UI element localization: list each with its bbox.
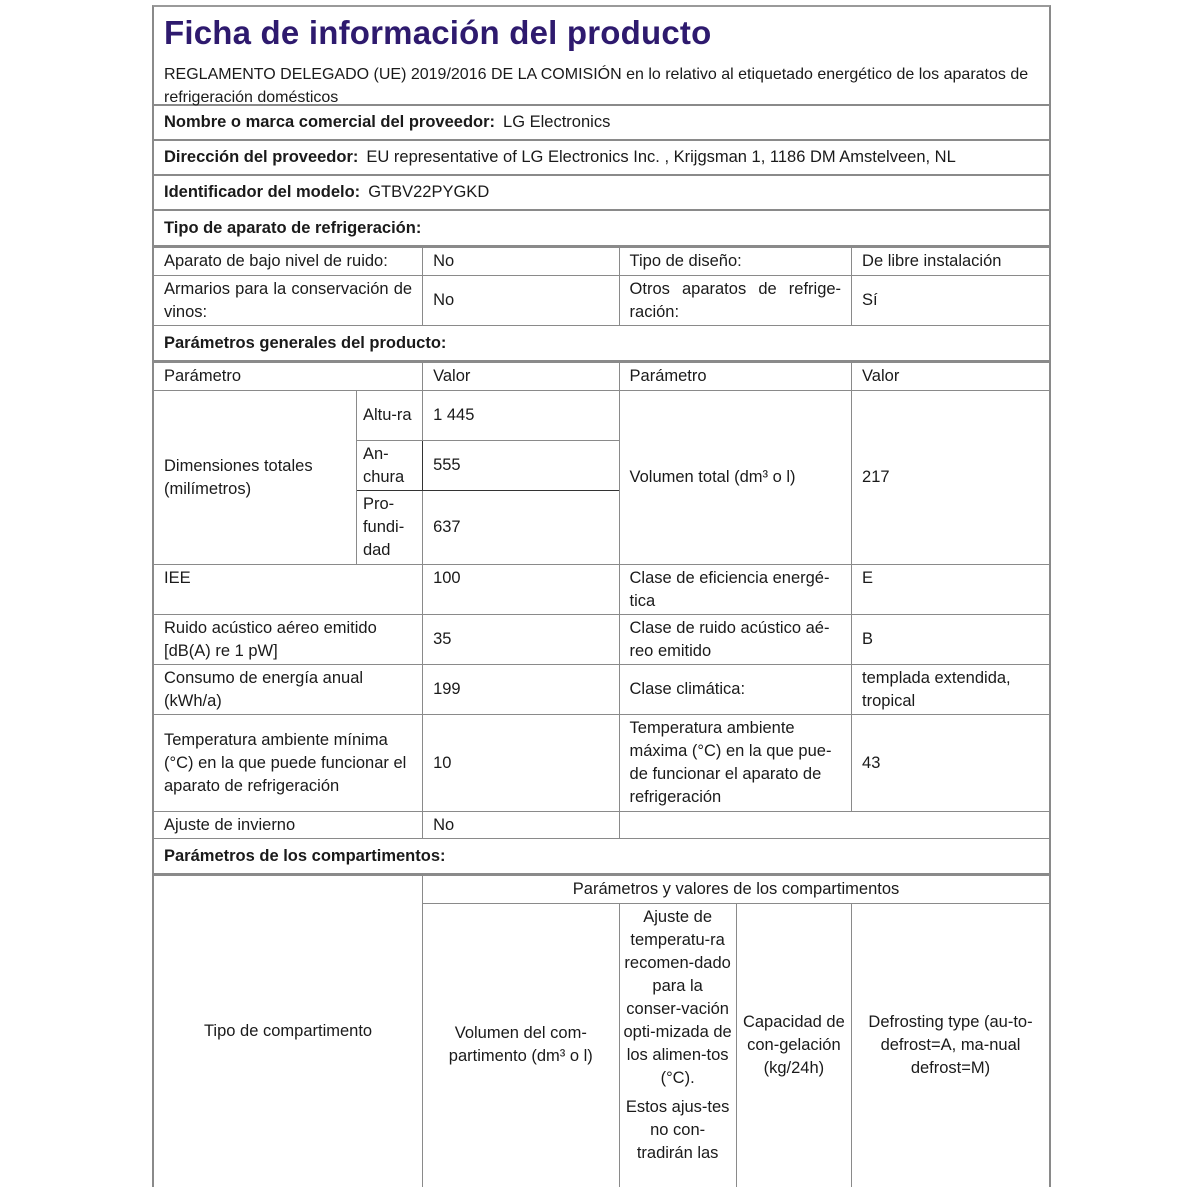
compartment-volume-header: Volumen del com-partimento (dm³ o l) bbox=[423, 904, 619, 1187]
depth-label: Pro-fundi-dad bbox=[356, 491, 422, 565]
wine-storage-label: Armarios para la conservación de vinos: bbox=[154, 276, 423, 326]
total-volume-label: Volumen total (dm³ o l) bbox=[619, 391, 852, 565]
energy-consumption-label: Consumo de energía anual (kWh/a) bbox=[154, 665, 423, 715]
model-label: Identificador del modelo: bbox=[164, 183, 361, 201]
appliance-type-heading-row bbox=[154, 211, 1049, 247]
temperature-setting-text: Ajuste de temperatu-ra recomen-dado para la conser-vación opti-mizada de los alimen-tos (°C). bbox=[623, 908, 732, 1087]
width-label: An-chura bbox=[356, 441, 422, 491]
noise-class-value: B bbox=[852, 615, 1049, 665]
supplier-name-row bbox=[154, 106, 1049, 141]
general-heading-row bbox=[154, 326, 1049, 362]
width-value: 555 bbox=[423, 441, 619, 491]
col-header-value: Valor bbox=[423, 363, 619, 391]
appliance-type-table bbox=[154, 247, 1049, 326]
total-volume-value: 217 bbox=[852, 391, 1049, 565]
low-noise-value: No bbox=[423, 248, 619, 276]
model-value: GTBV22PYGKD bbox=[368, 183, 490, 201]
eei-label: IEE bbox=[154, 565, 423, 615]
freezing-capacity-header: Capacidad de con-gelación (kg/24h) bbox=[736, 904, 851, 1187]
supplier-name-value: LG Electronics bbox=[503, 113, 611, 131]
other-appliance-label: Otros aparatos de refrige-ración: bbox=[619, 276, 852, 326]
climate-class-value: templada extendida, tropical bbox=[852, 665, 1049, 715]
max-temp-value: 43 bbox=[852, 715, 1049, 812]
energy-consumption-value: 199 bbox=[423, 665, 619, 715]
appliance-type-heading: Tipo de aparato de refrigeración: bbox=[164, 218, 422, 237]
regulation-text: REGLAMENTO DELEGADO (UE) 2019/2016 DE LA COMISIÓN en lo relativo al etiquetado energético de los aparatos de refrigeración domésticos bbox=[164, 66, 1029, 106]
temperature-setting-note: Estos ajus-tes no con-tradirán las bbox=[625, 1098, 730, 1162]
compartments-heading-row bbox=[154, 839, 1049, 875]
col-header-parameter: Parámetro bbox=[154, 363, 423, 391]
supplier-name-label: Nombre o marca comercial del proveedor: bbox=[164, 113, 496, 131]
defrosting-type-header: Defrosting type (au-to-defrost=A, ma-nual defrost=M) bbox=[852, 904, 1050, 1187]
general-parameters-heading: Parámetros generales del producto: bbox=[164, 333, 447, 352]
noise-label: Ruido acústico aéreo emitido [dB(A) re 1 pW] bbox=[154, 615, 423, 665]
wine-storage-value: No bbox=[423, 276, 619, 326]
min-temp-label: Temperatura ambiente mínima (°C) en la que puede funcionar el aparato de refrigeración bbox=[154, 715, 423, 812]
compartment-type-header: Tipo de compartimento bbox=[154, 876, 423, 1187]
compartments-heading: Parámetros de los compartimentos: bbox=[164, 846, 446, 865]
height-value: 1 445 bbox=[423, 391, 619, 441]
depth-value: 637 bbox=[423, 491, 619, 565]
energy-class-value: E bbox=[852, 565, 1049, 615]
compartments-table bbox=[154, 875, 1049, 1187]
compartment-params-group-header: Parámetros y valores de los compartimentos bbox=[423, 876, 1049, 904]
other-appliance-value: Sí bbox=[852, 276, 1049, 326]
col-header-parameter-2: Parámetro bbox=[619, 363, 852, 391]
supplier-address-row bbox=[154, 141, 1049, 176]
low-noise-label: Aparato de bajo nivel de ruido: bbox=[154, 248, 423, 276]
product-information-sheet bbox=[152, 5, 1051, 1187]
winter-setting-label: Ajuste de invierno bbox=[154, 812, 423, 839]
energy-class-label: Clase de eficiencia energé-tica bbox=[619, 565, 852, 615]
noise-class-label: Clase de ruido acústico aé-reo emitido bbox=[619, 615, 852, 665]
design-type-value: De libre instalación bbox=[852, 248, 1049, 276]
header-block bbox=[154, 7, 1049, 106]
winter-setting-value: No bbox=[423, 812, 619, 839]
min-temp-value: 10 bbox=[423, 715, 619, 812]
empty-cell bbox=[619, 812, 1049, 839]
dimensions-label: Dimensiones totales (milímetros) bbox=[154, 391, 356, 565]
climate-class-label: Clase climática: bbox=[619, 665, 852, 715]
model-row bbox=[154, 176, 1049, 211]
max-temp-label: Temperatura ambiente máxima (°C) en la que pue-de funcionar el aparato de refrigeración bbox=[619, 715, 852, 812]
temperature-setting-header bbox=[619, 904, 736, 1187]
supplier-address-label: Dirección del proveedor: bbox=[164, 148, 359, 166]
eei-value: 100 bbox=[423, 565, 619, 615]
general-parameters-table bbox=[154, 362, 1049, 839]
height-label: Altu-ra bbox=[356, 391, 422, 441]
document-title: Ficha de información del producto bbox=[164, 14, 712, 51]
col-header-value-2: Valor bbox=[852, 363, 1049, 391]
noise-value: 35 bbox=[423, 615, 619, 665]
supplier-address-value: EU representative of LG Electronics Inc. , Krijgsman 1, 1186 DM Amstelveen, NL bbox=[366, 148, 956, 166]
design-type-label: Tipo de diseño: bbox=[619, 248, 852, 276]
